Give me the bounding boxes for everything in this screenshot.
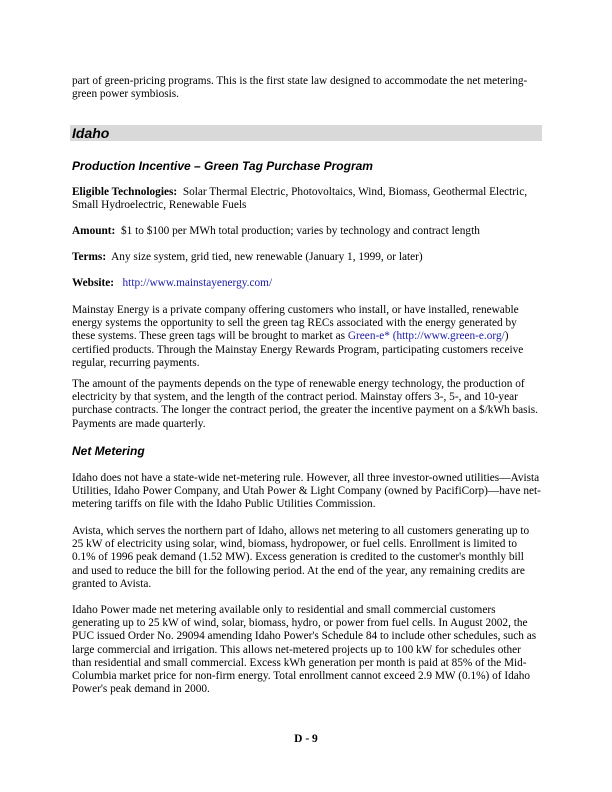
green-e-url-link[interactable]: (http://www.green-e.org/ xyxy=(392,330,505,343)
website-label: Website: xyxy=(72,277,115,289)
mainstay-paragraph xyxy=(72,304,542,370)
page-number: D - 9 xyxy=(294,733,318,745)
net-metering-paragraph-idaho-power: Idaho Power made net metering available only to residential and small commercial customers generating up to 25 kW of wind, solar, biomass, hydro, or power from fuel cells. In August 2002, the PUC issued Order No. 29094 amending Idaho Power's Schedule 84 to include other schedules, such as large commercial and irrigation. This allows net-metered projects up to 100 kW for schedules other than residential and small commercial. Excess kWh generation per month is paid at 85% of the Mid-Columbia market price for non-firm energy. Total enrollment cannot exceed 2.9 MW (0.1%) of Idaho Power's peak demand in 2000. xyxy=(72,604,537,696)
amount-value: $1 to $100 per MWh total production; varies by technology and contract length xyxy=(120,225,480,237)
eligible-technologies xyxy=(72,186,542,212)
eligible-technologies-label: Eligible Technologies: xyxy=(72,186,178,198)
terms-label: Terms: xyxy=(72,251,107,263)
terms-value: Any size system, grid tied, new renewable (January 1, 1999, or later) xyxy=(111,251,423,263)
green-e-link[interactable]: Green-e* xyxy=(347,330,390,343)
amount-label: Amount: xyxy=(72,225,116,237)
net-metering-paragraph-1: Idaho does not have a state-wide net-metering rule. However, all three investor-owned utilities—Avista Utilities, Idaho Power Company, and Utah Power & Light Company (owned by PacifiCorp)—have net-metering tariffs on file with the Idaho Public Utilities Commission. xyxy=(72,472,541,511)
mainstay-paragraph-text: Mainstay Energy is a private company offering customers who install, or have installed, renewable energy systems the opportunity to sell the green tag RECs associated with the energy generated by these systems. These green tags will be brought to market as xyxy=(72,304,519,343)
section-heading-idaho: Idaho xyxy=(70,125,542,141)
subheading-production-incentive: Production Incentive – Green Tag Purchase Program xyxy=(72,159,373,173)
amount-line xyxy=(72,225,542,238)
website-line xyxy=(72,277,542,290)
eligible-technologies-value: Solar Thermal Electric, Photovoltaics, Wind, Biomass, Geothermal Electric, Small Hydroelectric, Renewable Fuels xyxy=(72,186,528,212)
payments-paragraph: The amount of the payments depends on the type of renewable energy technology, the production of electricity by that system, and the length of the contract period. Mainstay offers 3-, 5-, and 10-year purchase contracts. The longer the contract period, the greater the incentive payment on a $/kWh basis. Payments are made quarterly. xyxy=(72,378,538,430)
subheading-net-metering: Net Metering xyxy=(72,444,145,458)
intro-paragraph: part of green-pricing programs. This is the first state law designed to accommodate the net metering-green power symbiosis. xyxy=(72,75,528,101)
mainstay-paragraph-text-end: ) certified products. Through the Mainstay Energy Rewards Program, participating customers receive regular, recurring payments. xyxy=(72,330,524,369)
mainstay-website-link[interactable]: http://www.mainstayenergy.com/ xyxy=(122,277,273,289)
terms-line xyxy=(72,251,542,264)
net-metering-paragraph-avista: Avista, which serves the northern part of Idaho, allows net metering to all customers generating up to 25 kW of electricity using solar, wind, biomass, hydropower, or fuel cells. Enrollment is limited to 0.1% of 1996 peak demand (1.52 MW). Excess generation is credited to the customer's monthly bill and used to reduce the bill for the following period. At the end of the year, any remaining credits are granted to Avista. xyxy=(72,525,530,590)
